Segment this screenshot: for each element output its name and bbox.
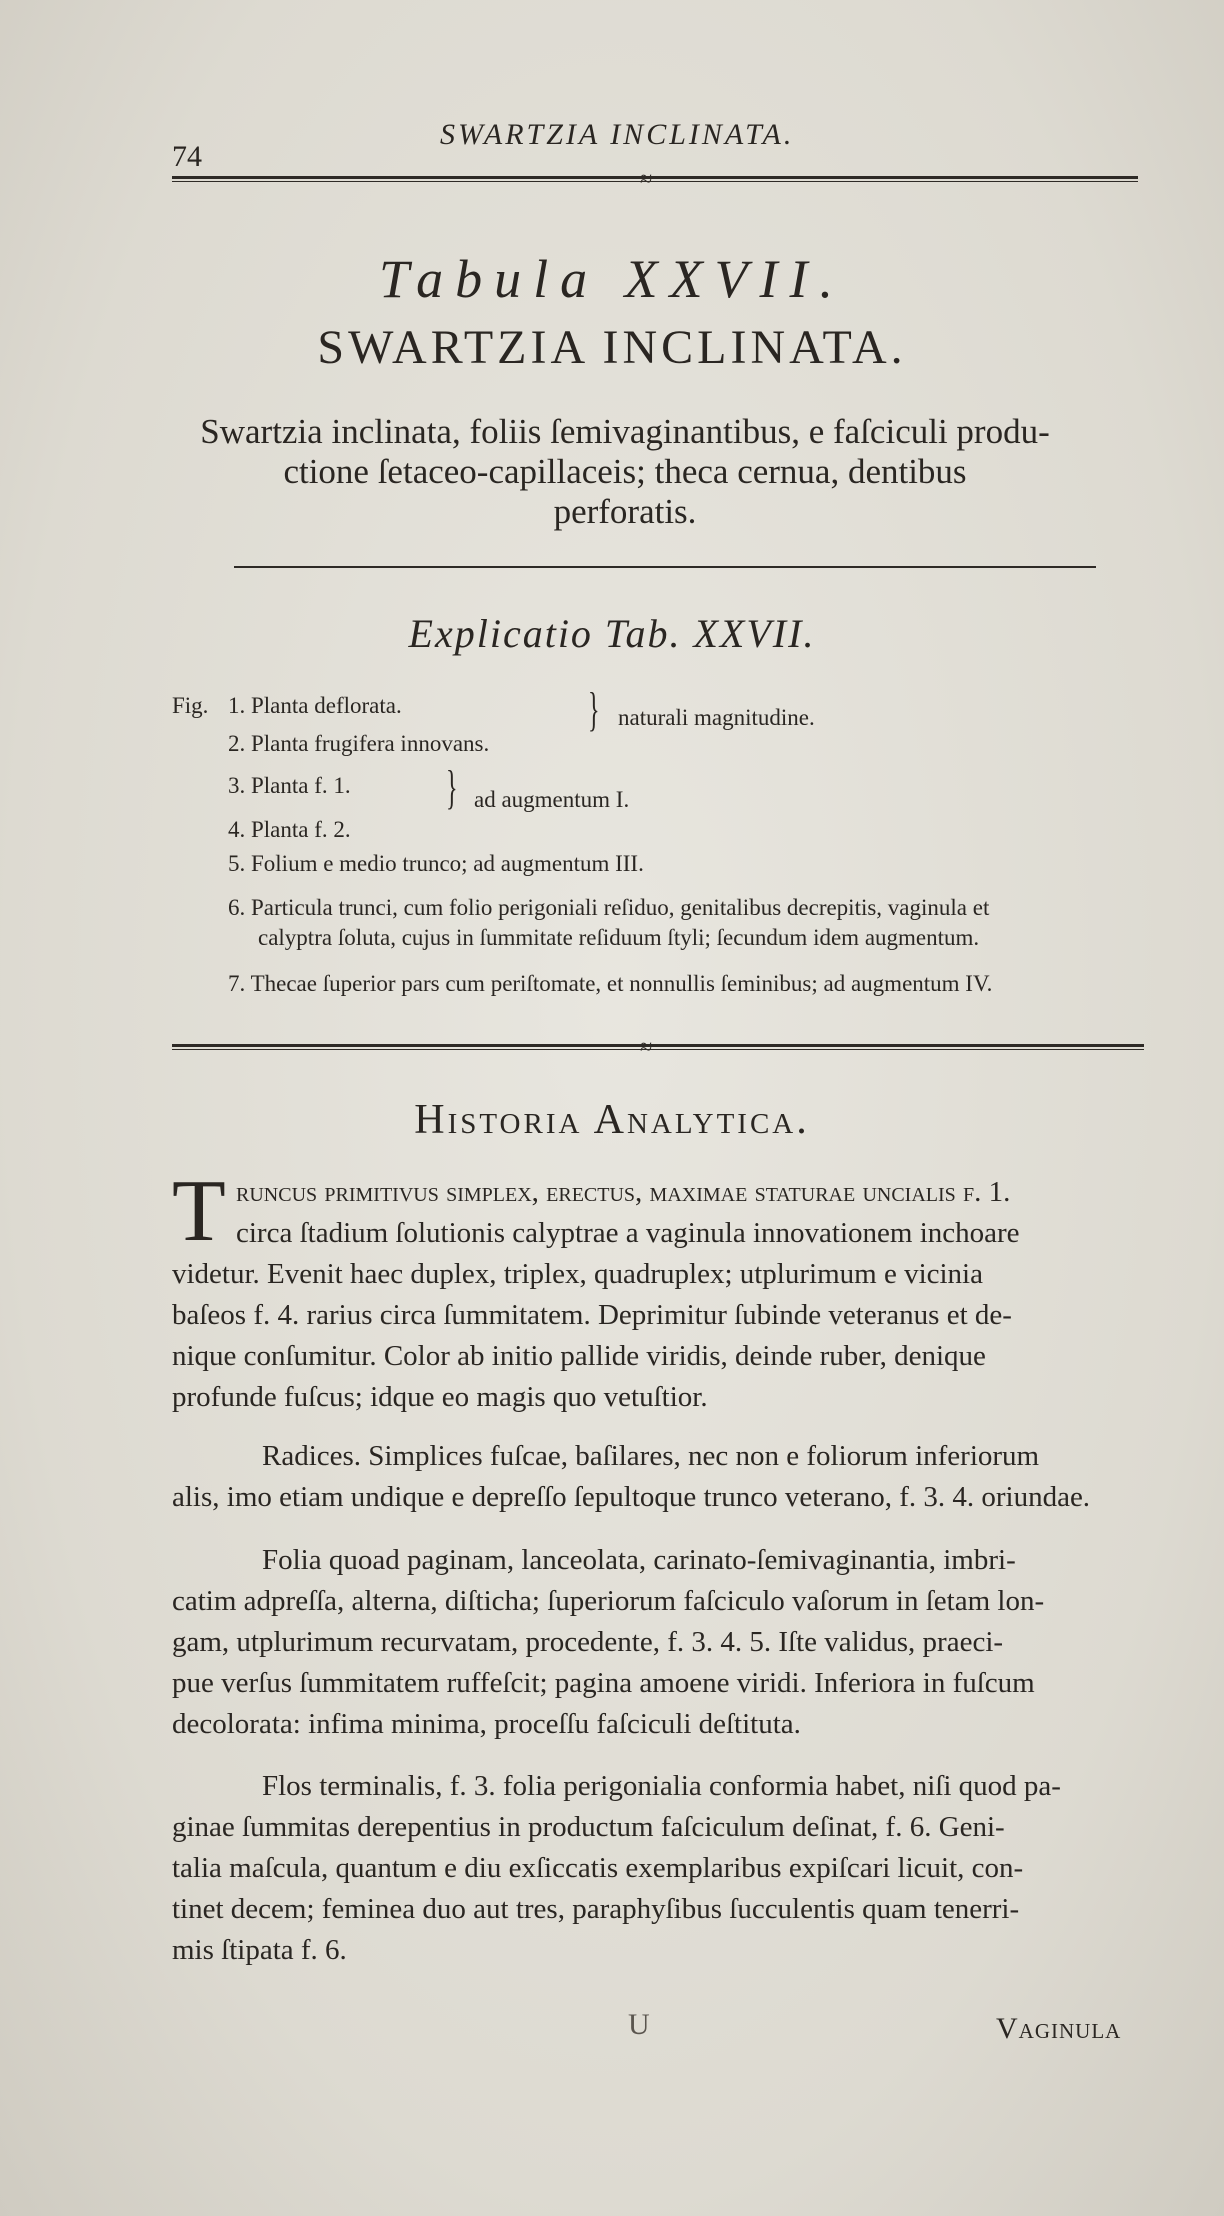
signature-mark: U [628,2008,650,2041]
plate-title: Tabula XXVII. [379,249,845,309]
para-line: tinet decem; feminea duo aut tres, paraphyſibus ſucculentis quam tenerri- [172,1893,1020,1925]
para-line: circa ſtadium ſolutionis calyptrae a vaginula innovationem inchoare [236,1217,1020,1249]
para-line: profunde fuſcus; idque eo magis quo vetuſtior. [172,1381,708,1413]
species-diagnosis [165,412,1085,532]
section-rule [234,566,1096,568]
paragraph-radices [172,1436,1144,1518]
fig-item-2: 2. Planta frugifera innovans. [228,731,490,756]
fig-item-7: 7. Thecae ſuperior pars cum periſtomate, et nonnullis ſeminibus; ad augmentum IV. [228,971,993,996]
para-line: alis, imo etiam undique e depreſſo ſepultoque trunco veterano, f. 3. 4. oriundae. [172,1481,1091,1513]
fig-item-6-line: calyptra ſoluta, cujus in ſummitate reſiduum ſtyli; ſecundum idem augmentum. [258,925,980,950]
diagnosis-line: perforatis. [553,492,697,531]
para-line: Radices. Simplices fuſcae, baſilares, nec non e foliorum inferiorum [262,1440,1040,1472]
para-line: gam, utplurimum recurvatam, procedente, f. 3. 4. 5. Iſte validus, praeci- [172,1626,1004,1658]
para-line: talia maſcula, quantum e diu exſiccatis exemplaribus expiſcari licuit, con- [172,1852,1024,1884]
species-title: SWARTZIA INCLINATA. [317,321,907,374]
running-title: SWARTZIA INCLINATA. [440,118,795,151]
drop-cap: T [172,1163,226,1260]
fig-item-4: 4. Planta f. 2. [228,817,351,842]
para-line: catim adpreſſa, alterna, diſticha; ſuperiorum faſciculo vaſorum in ſetam lon- [172,1585,1045,1617]
paragraph-truncus [172,1163,1144,1418]
historia-title: Historia Analytica. [414,1097,810,1143]
para-line: Flos terminalis, f. 3. folia perigonialia conformia habet, niſi quod pa- [262,1770,1061,1802]
fig-label: Fig. [172,693,209,718]
catchword: Vaginula [996,2012,1122,2045]
fig-item-3: 3. Planta f. 1. [228,773,351,798]
para-line: videtur. Evenit haec duplex, triplex, quadruplex; utplurimum e vicinia [172,1258,983,1290]
rule-ornament: ≈ [640,1034,653,1059]
para-line: nique conſumitur. Color ab initio pallide viridis, deinde ruber, denique [172,1340,986,1372]
diagnosis-line: ctione ſetaceo-capillaceis; theca cernua, dentibus [283,452,967,491]
fig-item-5: 5. Folium e medio trunco; ad augmentum III. [228,851,644,876]
para-line: Folia quoad paginam, lanceolata, carinato-ſemivaginantia, imbri- [262,1544,1016,1576]
fig-note-1: naturali magnitudine. [618,705,815,730]
para-line: pue verſus ſummitatem ruffeſcit; pagina amoene viridi. Inferiora in fuſcum [172,1667,1035,1699]
para-line: runcus primitivus ſimplex, erectus, maximae ſtaturae uncialis f. 1. [236,1176,1011,1208]
fig-note-2: ad augmentum I. [474,787,630,812]
para-line: mis ſtipata f. 6. [172,1934,347,1966]
fig-item-6-line: 6. Particula trunci, cum folio perigoniali reſiduo, genitalibus decrepitis, vaginula et [228,895,990,920]
para-line: ginae ſummitas derepentius in productum faſciculum deſinat, f. 6. Geni- [172,1811,1005,1843]
explicatio-title: Explicatio Tab. XXVII. [408,611,816,656]
paragraph-folia [172,1540,1144,1745]
brace-group-2: } [446,761,458,814]
section-divider [172,1044,1144,1050]
brace-group-1: } [588,683,600,736]
header-rule [172,176,1138,182]
para-line: decolorata: infima minima, proceſſu faſciculi deſtituta. [172,1708,801,1740]
page-number: 74 [172,140,202,173]
rule-ornament: ≈ [640,166,653,191]
paragraph-flos [172,1766,1144,1971]
fig-item-1: 1. Planta deflorata. [228,693,402,718]
para-line: baſeos f. 4. rarius circa ſummitatem. Deprimitur ſubinde veteranus et de- [172,1299,1012,1331]
diagnosis-line: Swartzia inclinata, foliis ſemivaginantibus, e faſciculi produ- [200,412,1050,451]
